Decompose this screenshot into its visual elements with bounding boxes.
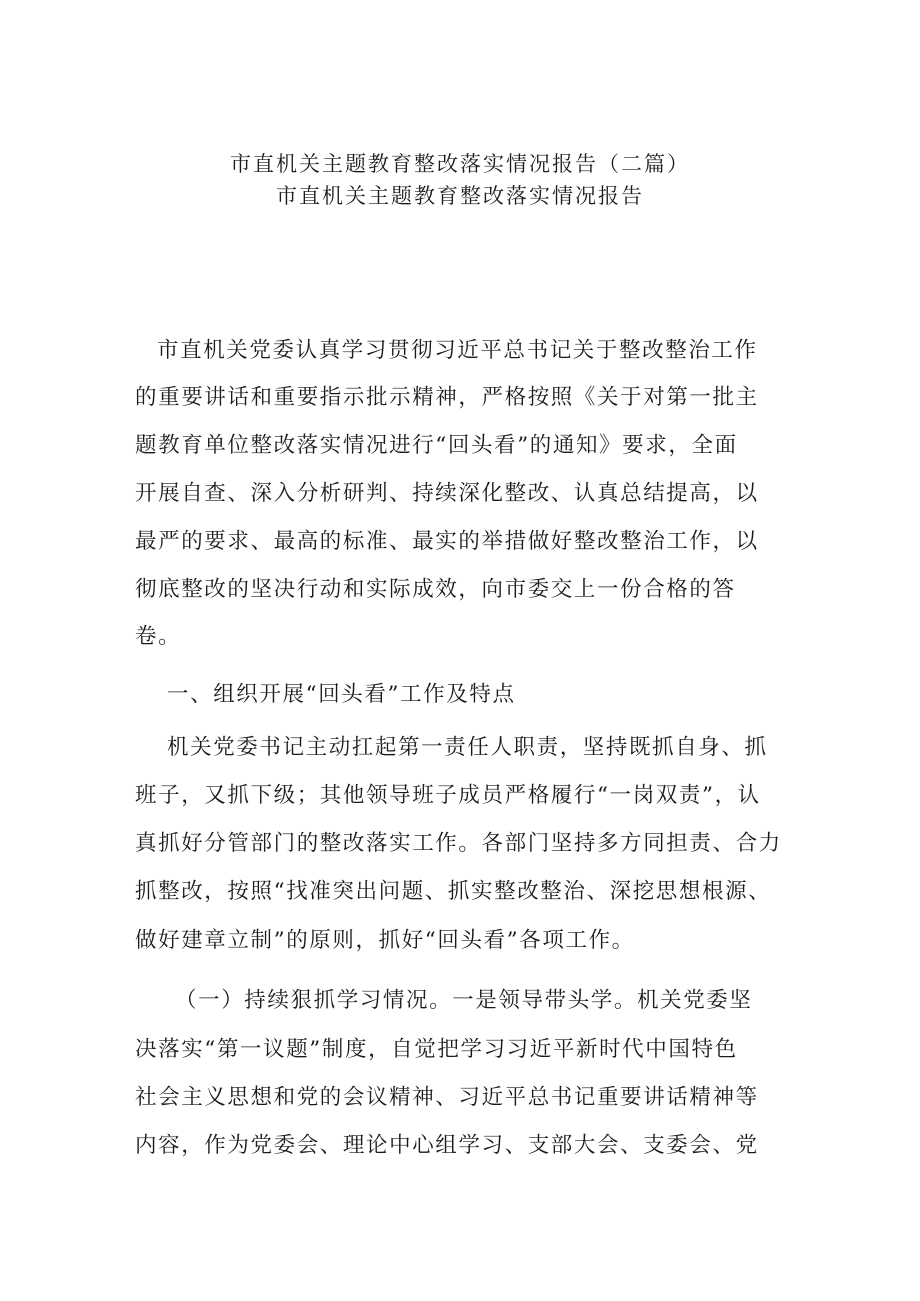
body-line: 彻底整改的坚决行动和实际成效，向市委交上一份合格的答 (135, 577, 736, 602)
document-title: 市直机关主题教育整改落实情况报告（二篇） (230, 152, 690, 176)
body-line: 开展自查、深入分析研判、持续深化整改、认真总结提高，以 (135, 481, 759, 506)
body-line: 真抓好分管部门的整改落实工作。各部门坚持多方同担责、合力 (135, 831, 782, 856)
section-heading: 一、组织开展“回头看”工作及特点 (167, 682, 516, 707)
body-line: 班子，又抓下级；其他领导班子成员严格履行“一岗双责”，认 (135, 783, 761, 808)
body-line: 决落实“第一议题”制度，自觉把学习习近平新时代中国特色 (135, 1037, 738, 1062)
body-line: 抓整改，按照“找准突出问题、抓实整改整治、深挖思想根源、 (135, 879, 772, 904)
body-line: 的重要讲话和重要指示批示精神，严格按照《关于对第一批主 (135, 385, 759, 410)
body-line: 机关党委书记主动扛起第一责任人职责，坚持既抓自身、抓 (167, 735, 768, 760)
body-line: 做好建章立制”的原则，抓好“回头看”各项工作。 (135, 928, 635, 953)
body-line: 社会主义思想和党的会议精神、习近平总书记重要讲话精神等 (135, 1085, 759, 1110)
body-line: 市直机关党委认真学习贯彻习近平总书记关于整改整治工作 (157, 338, 758, 363)
body-line: 题教育单位整改落实情况进行“回头看”的通知》要求，全面 (135, 433, 738, 458)
body-line: 卷。 (135, 624, 182, 649)
document-subtitle: 市直机关主题教育整改落实情况报告 (276, 184, 644, 208)
body-line: 最严的要求、最高的标准、最实的举措做好整改整治工作，以 (135, 529, 759, 554)
body-line: 内容，作为党委会、理论中心组学习、支部大会、支委会、党 (135, 1133, 759, 1158)
subsection-line: （一）持续狠抓学习情况。一是领导带头学。机关党委坚 (175, 988, 753, 1013)
